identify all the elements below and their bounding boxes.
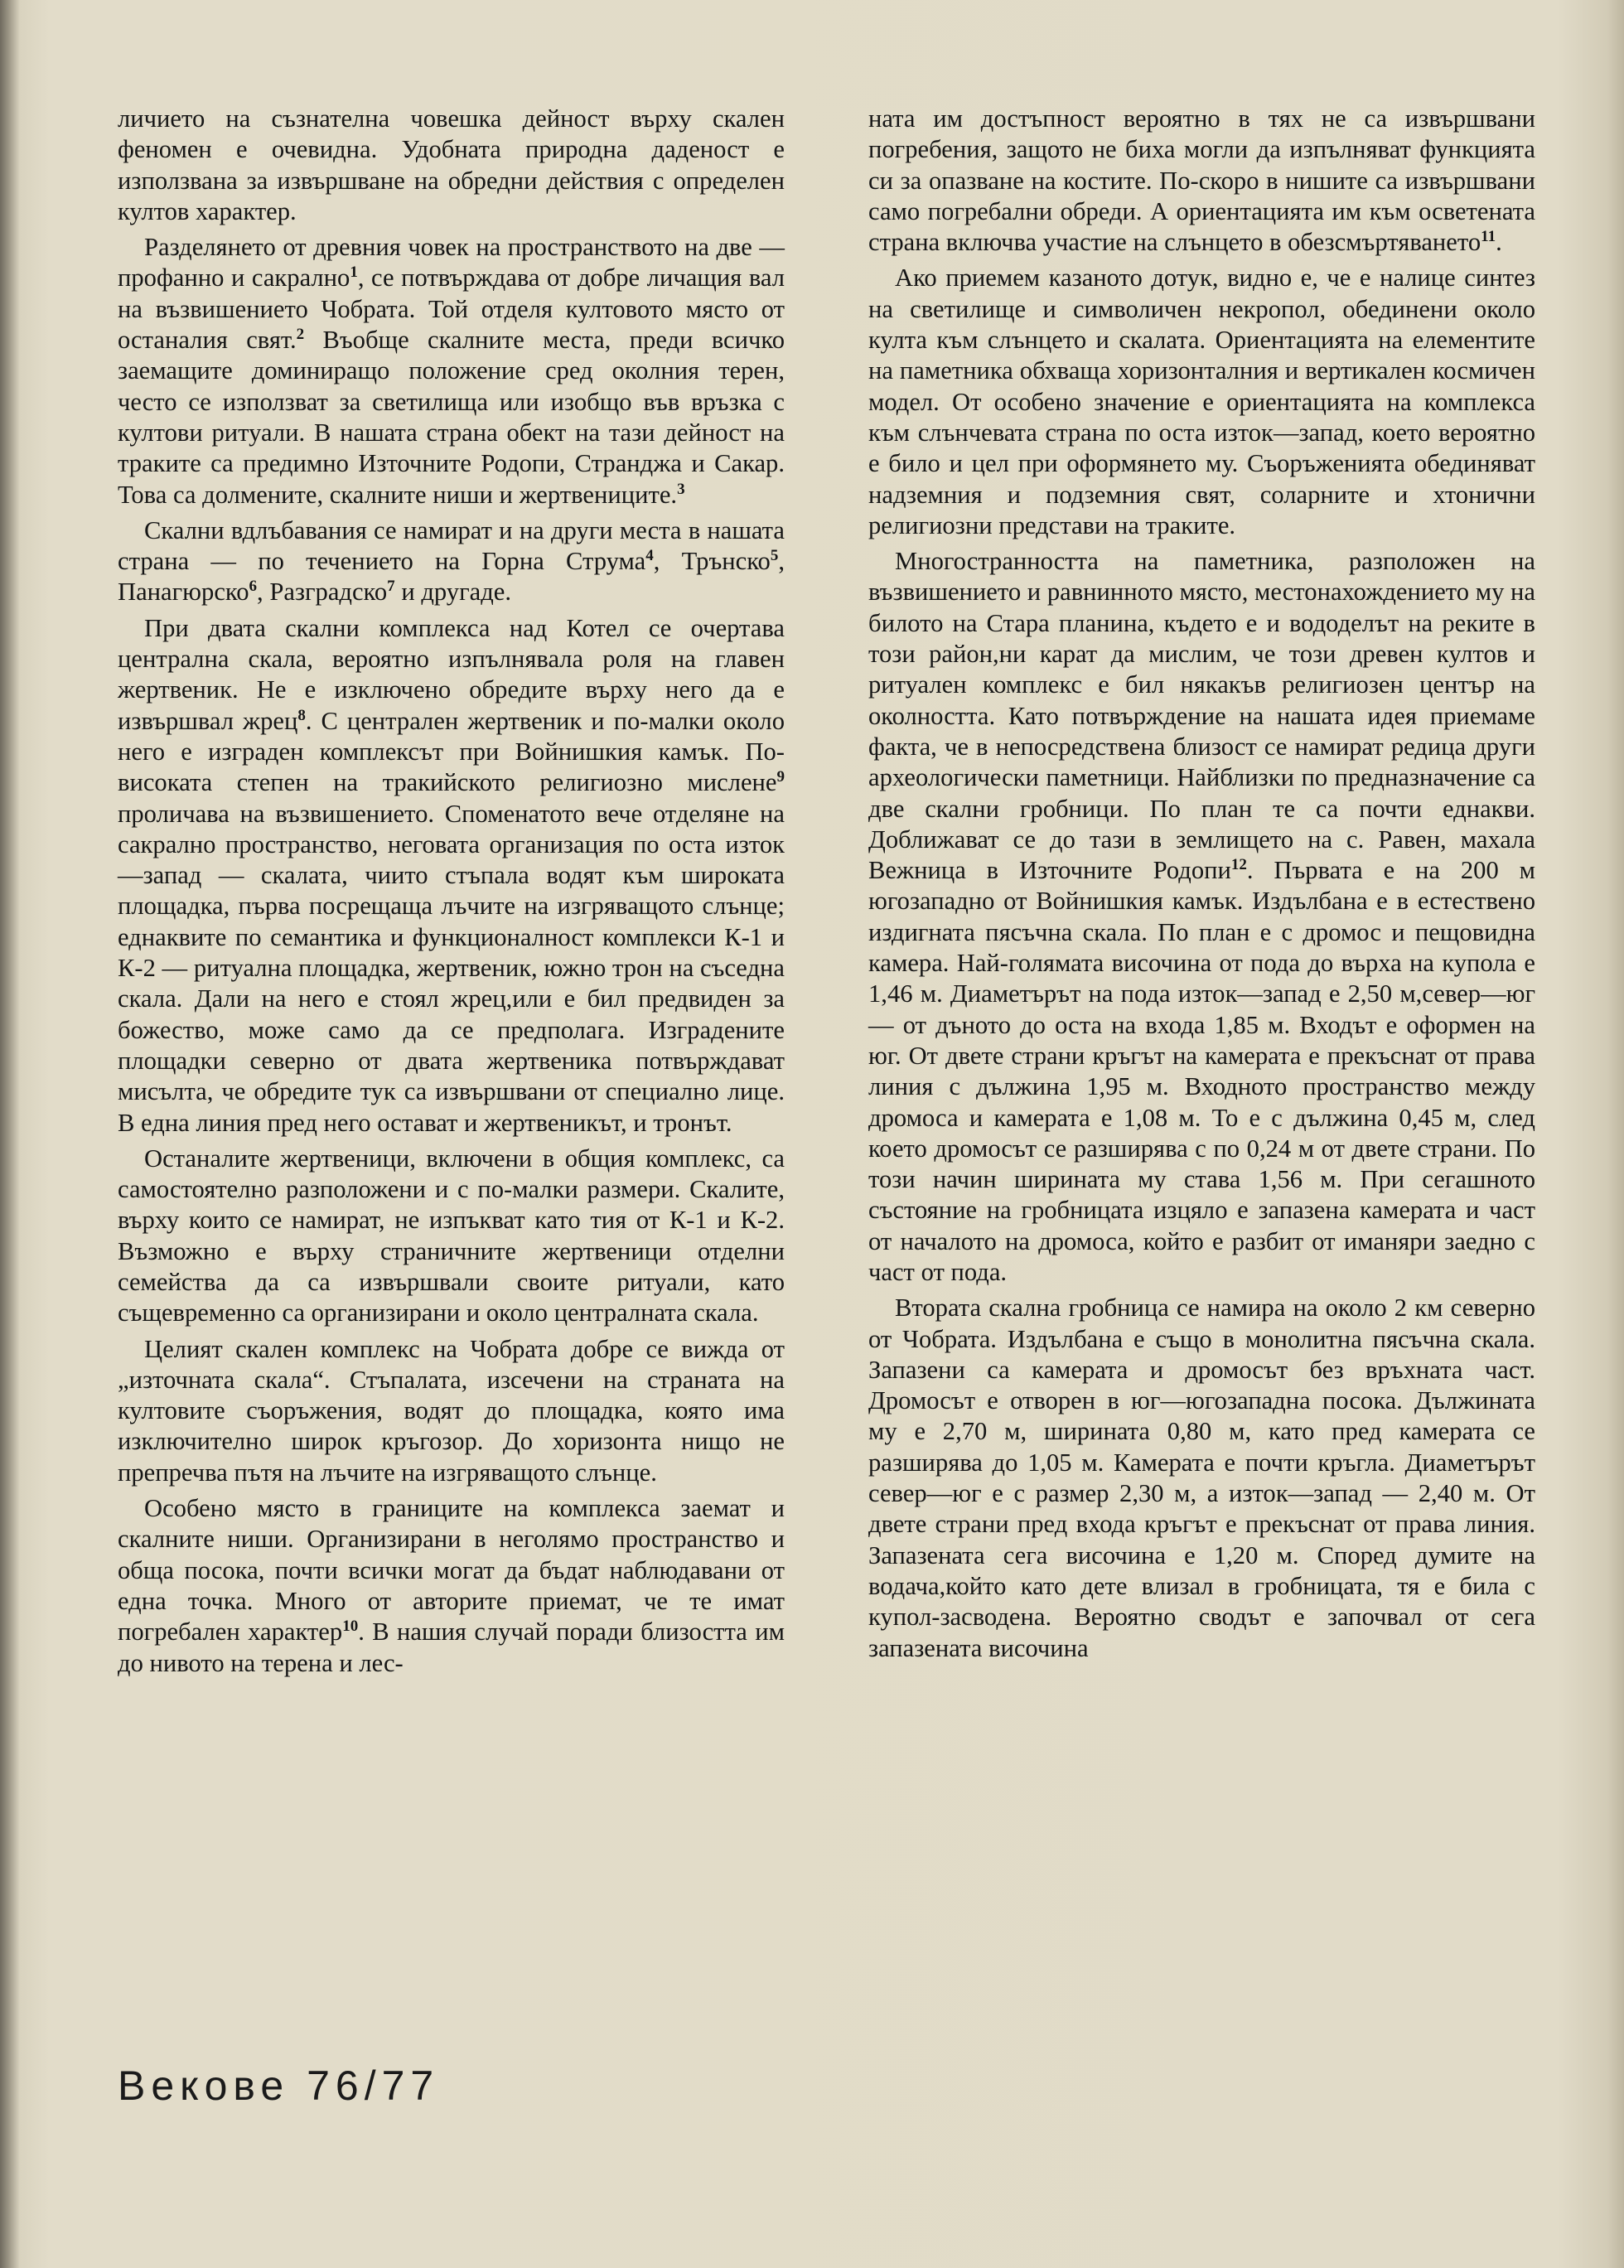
paragraph: Целият скален комплекс на Чобрата добре се вижда от „източната скала“. Стъпалата, изсечени на страната на култовите съоръжения, водят до площадка, която има изключително широк кръгозор. До хоризонта нищо не препречва пътя на лъчите на изгряващото слънце. (118, 1334, 785, 1487)
paragraph: Особено място в границите на комплекса заемат и скалните ниши. Организирани в неголямо пространство и обща посока, почти всички могат да бъдат наблюдавани от една точка. Много от авторите приемат, че те имат погребален характер$^{10}$. В нашия случай поради близостта им до нивото на терена и лес- (118, 1494, 785, 1677)
right-column (868, 104, 1535, 1669)
paragraph: Останалите жертвеници, включени в общия комплекс, са самостоятелно разположени и с по-малки размери. Скалите, върху които се намират, не изпъкват като тия от К-1 и К-2. Възможно е върху страничните жертвеници отделни семейства да са извършвали своите ритуали, като същевременно са организирани и около централната скала. (118, 1144, 785, 1327)
paragraph: При двата скални комплекса над Котел се очертава централна скала, вероятно изпълнявала роля на главен жертвеник. Не е изключено обредите върху него да е извършвал жрец$^8$. С централен жертвеник и по-малки около него е изграден комплексът при Войнишкия камък. По-високата степен на тракийското религиозно мислене$^9$ проличава на възвишението. Споменатото вече отделяне на сакрално пространство, неговата организация по оста изток—запад — скалата, чиито стъпала водят към широката площадка, първа посрещаща лъчите на изгряващото слънце; еднаквите по семантика и функционалност комплекси К-1 и К-2 — ритуална площадка, жертвеник, южно трон на съседна скала. Дали на него е стоял жрец,или е бил предвиден за божество, може само да се предполага. Изградените площадки северно от двата жертвеника потвърждават мисълта, че обредите тук са извършвани от специално лице. В една линия пред него остават и жертвеникът, и тронът. (118, 613, 785, 1137)
paragraph: Разделянето от древния човек на пространството на две — профанно и сакрално$^1$, се потвърждава от добре личащия вал на възвишението Чобрата. Той отделя култовото място от останалия свят.$^2$ Въобще скалните места, преди всичко заемащите доминиращо положение сред околния терен, често се използват за светилища или изобщо във връзка с култови ритуали. В нашата страна обект на тази дейност на траките са предимно Източните Родопи, Странджа и Сакар. Това са долмените, скалните ниши и жертвениците.$^3$ (118, 233, 785, 509)
paragraph: ната им достъпност вероятно в тях не са извършвани погребения, защото не биха могли да изпълняват функцията си за опазване на костите. По-скоро в нишите са извършвани само погребални обреди. А ориентацията им към осветената страна включва участие на слънцето в обезсмъртяването$^{11}$. (868, 104, 1535, 257)
paragraph: Многостранността на паметника, разположен на възвишението и равнинното място, местонахождението му на билото на Стара планина, където е и вододелът на реките в този район,ни карат да мислим, че този древен култов и ритуален комплекс е бил някакъв религиозен център на околността. Като потвърждение на нашата идея приемаме факта, че в непосредствена близост се намират редица други археологически паметници. Найблизки по предназначение са две скални гробници. По план те са почти еднакви. Доближават се до тази в землището на с. Равен, махала Вежница в Източните Родопи$^{12}$. Първата е на 200 м югозападно от Войнишкия камък. Издълбана е в естествено издигната пясъчна скала. По план е с дромос и пещовидна камера. Най-голямата височина от пода до върха на купола е 1,46 м. Диаметърът на пода изток—запад е 2,50 м,север—юг — от дъното до оста на входа 1,85 м. Входът е оформен на юг. От двете страни кръгът на камерата е прекъснат от права линия с дължина 1,95 м. Входното пространство между дромоса и камерата е 1,08 м. То е с дължина 0,45 м, след което дромосът се разширява с по 0,24 м от двете страни. По този начин ширината му става 1,56 м. При сегашното състояние на гробницата изцяло е запазена камерата и част от началото на дромоса, който е разбит от иманяри заедно с част от пода. (868, 547, 1535, 1286)
left-column (118, 104, 785, 1684)
paragraph: Втората скална гробница се намира на около 2 км северно от Чобрата. Издълбана е също в монолитна пясъчна скала. Запазени са камерата и дромосът без връхната част. Дромосът е отворен в юг—югозападна посока. Дължината му е 2,70 м, ширината 0,80 м, като пред камерата се разширява до 1,05 м. Камерата е почти кръгла. Диаметърът север—юг е с размер 2,30 м, а изток—запад — 2,40 м. От двете страни пред входа кръгът е прекъснат от права линия. Запазената сега височина е 1,20 м. Според думите на водача,който като дете влизал в гробницата, тя е била с купол-засводена. Вероятно сводът е започвал от сега запазената височина (868, 1294, 1535, 1662)
paragraph: личието на съзнателна човешка дейност върху скален феномен е очевидна. Удобната природна даденост е използвана за извършване на обредни действия с определен култов характер. (118, 104, 785, 225)
journal-footer: Векове 76/77 (118, 2062, 440, 2109)
paragraph: Скални вдлъбавания се намират и на други места в нашата страна — по течението на Горна Струма$^4$, Трънско$^5$, Панагюрско$^6$, Разградско$^7$ и другаде. (118, 515, 785, 607)
paragraph: Ако приемем казаното дотук, видно е, че е налице синтез на светилище и символичен некропол, обединени около култа към слънцето и скалата. Ориентацията на елементите на паметника обхваща хоризонталния и вертикален космичен модел. От особено значение е ориентацията на комплекса към слънчевата страна по оста изток—запад, което вероятно е било и цел при оформянето му. Съоръженията обединяват надземния и подземния свят, соларните и хтонични религиозни представи на траките. (868, 264, 1535, 539)
